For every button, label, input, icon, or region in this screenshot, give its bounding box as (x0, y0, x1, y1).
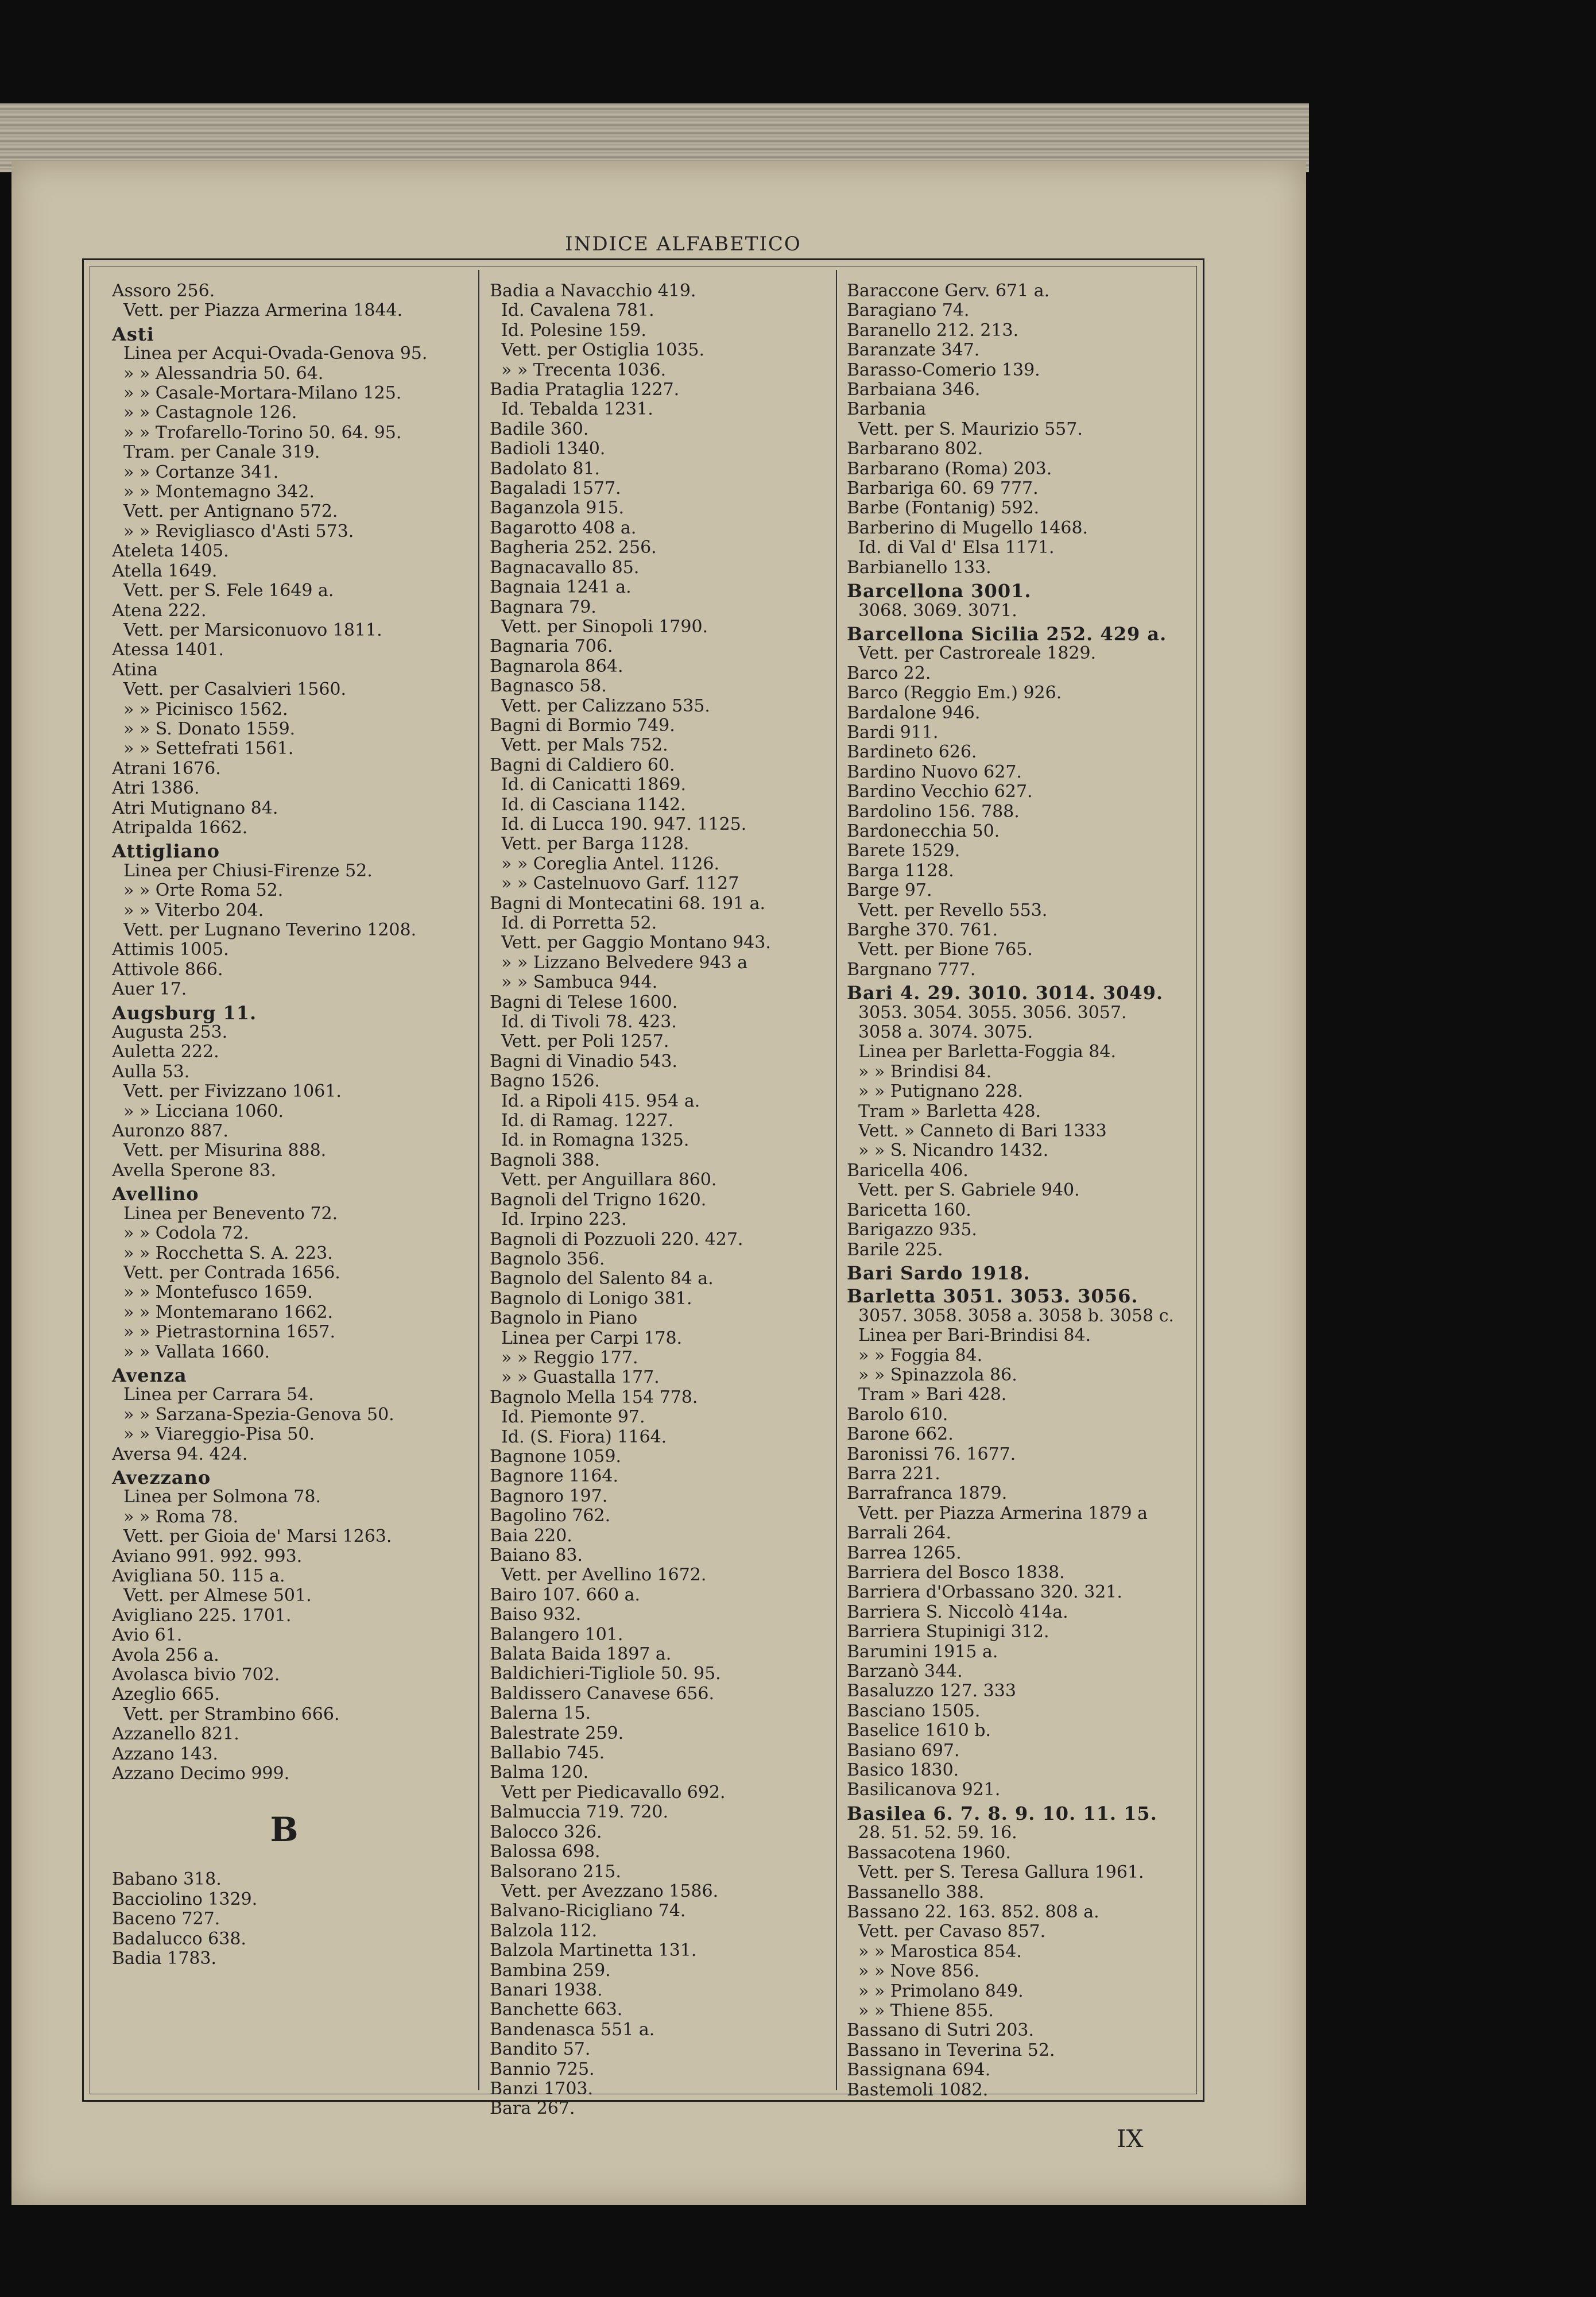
index-entry: Vett. per Antignano 572. (123, 501, 338, 522)
index-entry: Babano 318. (112, 1869, 222, 1890)
index-entry: Vett. per Lugnano Teverino 1208. (123, 920, 417, 940)
index-entry: Linea per Benevento 72. (123, 1203, 338, 1224)
index-entry: Barbania (847, 399, 927, 420)
index-entry: Bassacotena 1960. (847, 1842, 1011, 1863)
index-entry: Balzola Martinetta 131. (490, 1940, 697, 1961)
index-entry: Bari 4. 29. 3010. 3014. 3049. (847, 982, 1164, 1004)
index-entry: Baragiano 74. (847, 300, 970, 321)
index-entry: Vett. per Cavaso 857. (858, 1921, 1046, 1942)
index-entry: Balocco 326. (490, 1822, 602, 1842)
index-entry: Vett. per S. Fele 1649 a. (123, 581, 334, 601)
index-entry: » » Montemagno 342. (123, 482, 315, 502)
index-entry: Barumini 1915 a. (847, 1641, 998, 1662)
index-entry: Bardineto 626. (847, 742, 977, 763)
index-entry: Basilea 6. 7. 8. 9. 10. 11. 15. (847, 1802, 1157, 1824)
index-entry: Bagaladi 1577. (490, 478, 621, 499)
column-divider-1 (478, 270, 479, 2090)
index-entry: Linea per Chiusi-Firenze 52. (123, 860, 373, 881)
index-entry: Tram. per Canale 319. (123, 442, 320, 463)
index-entry: 3058 a. 3074. 3075. (858, 1022, 1033, 1043)
index-entry: » » Trecenta 1036. (501, 359, 667, 380)
index-entry: Bagnaia 1241 a. (490, 577, 632, 598)
index-entry: Basico 1830. (847, 1760, 959, 1781)
index-entry: Tram » Bari 428. (858, 1385, 1007, 1405)
index-entry: Bara 267. (490, 2098, 575, 2119)
index-entry: Badolato 81. (490, 458, 601, 479)
index-entry: Attigliano (112, 840, 220, 863)
index-entry: Badioli 1340. (490, 439, 606, 459)
index-entry: Balossa 698. (490, 1842, 601, 1862)
index-entry: Barrali 264. (847, 1523, 952, 1544)
index-entry: Aviano 991. 992. 993. (112, 1546, 303, 1567)
index-entry: Atri 1386. (112, 778, 200, 799)
index-entry: Auer 17. (112, 979, 187, 1000)
index-entry: Barasso-Comerio 139. (847, 359, 1040, 380)
index-entry: Avezzano (112, 1466, 211, 1488)
index-entry: Barbaiana 346. (847, 380, 981, 400)
index-entry: » » Viareggio-Pisa 50. (123, 1424, 315, 1445)
index-entry: Vett. per Sinopoli 1790. (501, 616, 708, 637)
index-entry: Baldichieri-Tigliole 50. 95. (490, 1664, 721, 1684)
index-entry: Id. di Lucca 190. 947. 1125. (501, 814, 747, 834)
index-entry: Vett. per Ostiglia 1035. (501, 340, 705, 361)
index-entry: Bagni di Caldiero 60. (490, 755, 675, 775)
index-entry: Azeglio 665. (112, 1684, 220, 1705)
index-entry: Badia 1783. (112, 1948, 217, 1969)
index-entry: Balma 120. (490, 1762, 589, 1783)
index-entry: Bagolino 762. (490, 1506, 611, 1526)
index-entry: » » Orte Roma 52. (123, 880, 284, 901)
index-entry: Bandito 57. (490, 2039, 591, 2060)
index-entry: Barone 662. (847, 1424, 954, 1445)
index-entry: Barcellona 3001. (847, 580, 1032, 602)
index-entry: Baceno 727. (112, 1909, 220, 1929)
index-entry: Id. di Canicatti 1869. (501, 775, 687, 795)
index-entry: Balsorano 215. (490, 1861, 621, 1882)
index-entry: » » Trofarello-Torino 50. 64. 95. (123, 422, 402, 443)
index-entry: Vett. per Mals 752. (501, 735, 668, 756)
index-entry: Bagni di Bormio 749. (490, 715, 675, 736)
index-entry: Azzano 143. (112, 1743, 218, 1764)
index-entry: Bairo 107. 660 a. (490, 1584, 641, 1605)
index-column-1 (112, 281, 456, 1969)
index-entry: Baiso 932. (490, 1604, 582, 1625)
index-entry: Barrea 1265. (847, 1542, 962, 1563)
index-entry: Vett. per Contrada 1656. (123, 1262, 340, 1283)
index-entry: Basiano 697. (847, 1740, 960, 1761)
index-entry: Atessa 1401. (112, 640, 224, 660)
index-entry: Id. di Casciana 1142. (501, 794, 686, 815)
index-entry: Avola 256 a. (112, 1645, 219, 1665)
index-entry: Tram » Barletta 428. (858, 1101, 1041, 1122)
index-entry: Bassanello 388. (847, 1882, 985, 1902)
index-entry: Balata Baida 1897 a. (490, 1644, 672, 1665)
index-entry: Id. di Ramag. 1227. (501, 1111, 674, 1131)
index-entry: Bagnacavallo 85. (490, 557, 640, 578)
index-entry: » » Marostica 854. (858, 1941, 1022, 1962)
index-entry: Barbariga 60. 69 777. (847, 478, 1039, 499)
index-entry: Bastemoli 1082. (847, 2079, 989, 2100)
index-entry: Barge 97. (847, 880, 932, 901)
index-entry: Atina (112, 659, 158, 680)
index-entry: Barbarano (Roma) 203. (847, 458, 1052, 479)
page-header: INDICE ALFABETICO (565, 233, 801, 256)
index-entry: » » Casale-Mortara-Milano 125. (123, 383, 402, 404)
index-entry: Bagnoro 197. (490, 1486, 608, 1506)
index-entry: Id. di Tivoli 78. 423. (501, 1012, 677, 1033)
page-number: IX (1117, 2125, 1144, 2153)
index-entry: Bari Sardo 1918. (847, 1262, 1031, 1284)
index-entry: Bagni di Telese 1600. (490, 992, 678, 1012)
index-entry: » » Revigliasco d'Asti 573. (123, 521, 354, 542)
index-entry: Vett. per Strambino 666. (123, 1704, 340, 1724)
index-entry: Bagnolo del Salento 84 a. (490, 1269, 714, 1289)
index-entry: Baia 220. (490, 1525, 572, 1546)
index-entry: Barbe (Fontanig) 592. (847, 498, 1040, 519)
index-entry: Ballabio 745. (490, 1743, 605, 1764)
index-entry: » » Montemarano 1662. (123, 1302, 334, 1322)
index-entry: Bagnoli del Trigno 1620. (490, 1189, 707, 1210)
index-entry: Bacciolino 1329. (112, 1889, 258, 1909)
index-entry: Id. di Val d' Elsa 1171. (858, 537, 1055, 558)
index-entry: Banzi 1703. (490, 2078, 594, 2099)
index-entry: Bagnara 79. (490, 597, 596, 617)
index-entry: Vett. per Bione 765. (858, 939, 1033, 960)
index-entry: Barete 1529. (847, 841, 960, 861)
index-entry: Baricetta 160. (847, 1200, 971, 1220)
index-entry: Bagnolo di Lonigo 381. (490, 1288, 692, 1309)
index-entry: Vett. per S. Teresa Gallura 1961. (858, 1862, 1144, 1883)
index-entry: Avella Sperone 83. (112, 1160, 276, 1181)
index-entry: Atri Mutignano 84. (112, 798, 278, 818)
index-entry: Baiano 83. (490, 1545, 583, 1565)
index-entry: Bagnarola 864. (490, 656, 623, 676)
index-entry: Badia a Navacchio 419. (490, 281, 696, 301)
index-entry: » » S. Donato 1559. (123, 718, 296, 739)
index-entry: » » Montefusco 1659. (123, 1282, 313, 1303)
index-entry: Vett. per Almese 501. (123, 1586, 312, 1606)
index-entry: Baronissi 76. 1677. (847, 1444, 1016, 1464)
index-entry: Bargnano 777. (847, 959, 976, 980)
index-entry: Badia Prataglia 1227. (490, 380, 680, 400)
index-entry: » » Putignano 228. (858, 1081, 1024, 1102)
index-entry: Banchette 663. (490, 2000, 623, 2020)
index-entry: » » Vallata 1660. (123, 1341, 270, 1362)
index-entry: Auletta 222. (112, 1042, 219, 1062)
index-entry: Atena 222. (112, 600, 207, 621)
index-entry: Bagni di Montecatini 68. 191 a. (490, 893, 766, 914)
index-column-3 (847, 281, 1191, 2100)
index-entry: Baraccone Gerv. 671 a. (847, 281, 1050, 301)
index-entry: » » Lizzano Belvedere 943 a (501, 952, 748, 973)
index-entry: Id. Irpino 223. (501, 1209, 627, 1230)
index-entry: Atripalda 1662. (112, 817, 248, 838)
index-entry: Balmuccia 719. 720. (490, 1802, 669, 1823)
index-entry: Vett. per Revello 553. (858, 900, 1048, 921)
index-entry: » » Cortanze 341. (123, 462, 279, 482)
index-entry: Barga 1128. (847, 860, 954, 881)
index-entry: Bardonecchia 50. (847, 821, 1000, 841)
index-entry: Vett. per Piazza Armerina 1844. (123, 300, 403, 321)
index-entry: Linea per Carrara 54. (123, 1385, 314, 1405)
index-entry: Barriera Stupinigi 312. (847, 1622, 1049, 1642)
index-entry: Basciano 1505. (847, 1700, 981, 1721)
index-entry: Badalucco 638. (112, 1928, 246, 1949)
index-entry: Linea per Acqui-Ovada-Genova 95. (123, 343, 428, 364)
index-entry: Vett. per Fivizzano 1061. (123, 1081, 342, 1102)
index-entry: » » Spinazzola 86. (858, 1364, 1017, 1385)
index-entry: » » Castelnuovo Garf. 1127 (501, 873, 739, 894)
index-entry: Vett. per Poli 1257. (501, 1031, 669, 1052)
index-entry: » » Guastalla 177. (501, 1367, 660, 1388)
index-entry: Bagnaria 706. (490, 636, 613, 657)
index-entry: Aversa 94. 424. (112, 1444, 248, 1464)
index-entry: Bambina 259. (490, 1960, 611, 1981)
index-entry: Attimis 1005. (112, 939, 229, 960)
section-letter: B (270, 1810, 299, 1850)
index-entry: Vett. per Misurina 888. (123, 1140, 327, 1161)
index-entry: » » Sarzana-Spezia-Genova 50. (123, 1404, 394, 1425)
index-entry: 28. 51. 52. 59. 16. (858, 1823, 1017, 1843)
index-entry: » » Nove 856. (858, 1961, 980, 1982)
index-entry: Bagni di Vinadio 543. (490, 1051, 678, 1072)
index-entry: 3068. 3069. 3071. (858, 600, 1017, 621)
index-entry: Barriera d'Orbassano 320. 321. (847, 1582, 1122, 1603)
index-entry: » » Settefrati 1561. (123, 738, 294, 759)
index-entry: Bagheria 252. 256. (490, 537, 657, 558)
index-entry: Barcellona Sicilia 252. 429 a. (847, 622, 1167, 645)
index-entry: Bannio 725. (490, 2059, 595, 2079)
index-entry: Vett. per Anguillara 860. (501, 1170, 717, 1190)
index-entry: Vett per Piedicavallo 692. (501, 1782, 726, 1803)
index-entry: Barriera S. Niccolò 414a. (847, 1602, 1068, 1622)
index-entry: Avio 61. (112, 1625, 183, 1646)
index-entry: Id. Cavalena 781. (501, 300, 654, 321)
index-entry: Vett. per Castroreale 1829. (858, 643, 1097, 664)
index-entry: Atrani 1676. (112, 758, 221, 779)
index-entry: Vett. per S. Gabriele 940. (858, 1180, 1080, 1201)
index-entry: Asti (112, 323, 154, 345)
index-entry: Bardalone 946. (847, 702, 981, 723)
index-entry: Baricella 406. (847, 1160, 969, 1181)
index-entry: Assoro 256. (112, 281, 215, 301)
index-entry: Attivole 866. (112, 959, 223, 980)
index-entry: Balerna 15. (490, 1703, 591, 1724)
index-entry: Barolo 610. (847, 1404, 948, 1425)
index-entry: Barrafranca 1879. (847, 1483, 1008, 1504)
index-entry: 3053. 3054. 3055. 3056. 3057. (858, 1002, 1127, 1023)
index-entry: Barletta 3051. 3053. 3056. (847, 1285, 1138, 1308)
index-entry: Barco (Reggio Em.) 926. (847, 683, 1062, 703)
index-entry: Avigliana 50. 115 a. (112, 1566, 285, 1586)
index-entry: Bandenasca 551 a. (490, 2019, 655, 2040)
index-entry: Baldissero Canavese 656. (490, 1683, 715, 1704)
index-entry: Basaluzzo 127. 333 (847, 1681, 1016, 1702)
index-entry: Vett. per Calizzano 535. (501, 695, 710, 716)
index-entry: Bagarotto 408 a. (490, 517, 637, 538)
index-entry: » » Viterbo 204. (123, 900, 264, 921)
index-entry: Id. Tebalda 1231. (501, 399, 653, 420)
index-entry: » » Foggia 84. (858, 1345, 983, 1366)
index-entry: » » Thiene 855. (858, 2000, 994, 2021)
index-entry: » » Rocchetta S. A. 223. (123, 1243, 333, 1263)
index-entry: Linea per Solmona 78. (123, 1487, 321, 1507)
index-entry: Linea per Carpi 178. (501, 1328, 683, 1348)
index-entry: Vett. per S. Maurizio 557. (858, 419, 1083, 439)
index-entry: Banari 1938. (490, 1979, 603, 2000)
index-entry: Azzano Decimo 999. (112, 1764, 290, 1784)
index-entry: Linea per Barletta-Foggia 84. (858, 1042, 1116, 1062)
index-entry: Balzola 112. (490, 1920, 598, 1941)
index-entry: Bagno 1526. (490, 1071, 600, 1092)
index-entry: Id. (S. Fiora) 1164. (501, 1426, 667, 1447)
index-entry: Bagnone 1059. (490, 1446, 622, 1467)
index-entry: Id. Polesine 159. (501, 320, 646, 341)
index-entry: » » Castagnole 126. (123, 403, 297, 423)
index-entry: Vett. per Barga 1128. (501, 834, 689, 854)
column-divider-2 (836, 270, 837, 2090)
index-entry: Barbianello 133. (847, 557, 991, 578)
index-entry: » » Roma 78. (123, 1506, 239, 1527)
index-entry: » » Codola 72. (123, 1223, 249, 1244)
index-entry: Vett. per Marsiconuovo 1811. (123, 620, 382, 640)
index-entry: Bagnasco 58. (490, 676, 607, 697)
index-entry: Bardino Vecchio 627. (847, 782, 1033, 802)
index-entry: Vett. » Canneto di Bari 1333 (858, 1121, 1107, 1142)
index-entry: Id. di Porretta 52. (501, 913, 657, 933)
index-entry: » » Primolano 849. (858, 1981, 1024, 2001)
index-entry: Bassano di Sutri 203. (847, 2020, 1035, 2041)
index-entry: » » S. Nicandro 1432. (858, 1140, 1049, 1161)
index-entry: Vett. per Avellino 1672. (501, 1565, 707, 1586)
index-entry: Bagnolo in Piano (490, 1308, 638, 1329)
index-entry: Bardi 911. (847, 722, 939, 743)
index-entry: Bagnoli di Pozzuoli 220. 427. (490, 1229, 743, 1250)
index-entry: » » Picinisco 1562. (123, 699, 288, 720)
index-entry: Barbarano 802. (847, 439, 983, 459)
index-entry: Avenza (112, 1364, 187, 1386)
index-entry: Avigliano 225. 1701. (112, 1605, 292, 1626)
index-entry: Avolasca bivio 702. (112, 1665, 280, 1685)
index-entry: Ateleta 1405. (112, 541, 229, 562)
index-entry: Linea per Bari-Brindisi 84. (858, 1325, 1091, 1346)
index-entry: Balvano-Ricigliano 74. (490, 1901, 686, 1921)
index-entry: Id. in Romagna 1325. (501, 1130, 689, 1151)
index-entry: Augsburg 11. (112, 1001, 257, 1024)
index-entry: Bassano 22. 163. 852. 808 a. (847, 1901, 1099, 1922)
index-entry: Barghe 370. 761. (847, 920, 998, 940)
index-entry: Vett. per Casalvieri 1560. (123, 679, 347, 700)
index-entry: Id. a Ripoli 415. 954 a. (501, 1091, 700, 1111)
index-entry: » » Reggio 177. (501, 1347, 638, 1368)
index-entry: Vett. per Gioia de' Marsi 1263. (123, 1526, 392, 1547)
index-entry: Atella 1649. (112, 560, 218, 581)
index-entry: Bagnolo 356. (490, 1248, 605, 1269)
index-entry: Baselice 1610 b. (847, 1720, 991, 1741)
index-entry: » » Sambuca 944. (501, 972, 658, 993)
index-entry: Balestrate 259. (490, 1723, 624, 1743)
index-entry: » » Licciana 1060. (123, 1101, 284, 1122)
index-entry: 3057. 3058. 3058 a. 3058 b. 3058 c. (858, 1305, 1175, 1326)
index-entry: Barberino di Mugello 1468. (847, 517, 1088, 538)
index-entry: Vett. per Avezzano 1586. (501, 1881, 719, 1901)
index-entry: Bagnore 1164. (490, 1466, 619, 1487)
index-entry: Badile 360. (490, 419, 589, 439)
index-entry: Vett. per Gaggio Montano 943. (501, 933, 771, 953)
index-entry: » » Alessandria 50. 64. (123, 363, 324, 384)
index-entry: Barzanò 344. (847, 1661, 963, 1682)
index-entry: » » Pietrastornina 1657. (123, 1322, 335, 1343)
index-entry: Barco 22. (847, 663, 931, 683)
index-entry: Azzanello 821. (112, 1724, 239, 1745)
index-entry: Bagnolo Mella 154 778. (490, 1387, 698, 1407)
index-entry: Barigazzo 935. (847, 1220, 977, 1240)
index-entry: Bassano in Teverina 52. (847, 2040, 1055, 2060)
index-column-2 (490, 281, 834, 2119)
index-entry: Bardolino 156. 788. (847, 801, 1020, 822)
index-entry: Balangero 101. (490, 1624, 623, 1645)
index-entry: Aulla 53. (112, 1061, 190, 1082)
index-entry: » » Coreglia Antel. 1126. (501, 853, 720, 874)
index-entry: Barile 225. (847, 1239, 943, 1260)
index-entry: Bassignana 694. (847, 2060, 991, 2081)
index-entry: Bagnoli 388. (490, 1150, 601, 1170)
index-entry: Bardino Nuovo 627. (847, 761, 1022, 782)
index-entry: Baganzola 915. (490, 498, 625, 519)
index-entry: Basilicanova 921. (847, 1780, 1001, 1800)
index-entry: Baranello 212. 213. (847, 320, 1019, 341)
index-entry: Baranzate 347. (847, 340, 980, 361)
index-entry: » » Brindisi 84. (858, 1061, 992, 1082)
index-entry: Auronzo 887. (112, 1121, 228, 1142)
index-entry: Augusta 253. (112, 1022, 228, 1043)
index-entry: Vett. per Piazza Armerina 1879 a (858, 1503, 1148, 1523)
index-entry: Barra 221. (847, 1463, 940, 1484)
index-entry: Id. Piemonte 97. (501, 1407, 645, 1428)
index-entry: Barriera del Bosco 1838. (847, 1563, 1065, 1583)
index-entry: Avellino (112, 1183, 199, 1205)
